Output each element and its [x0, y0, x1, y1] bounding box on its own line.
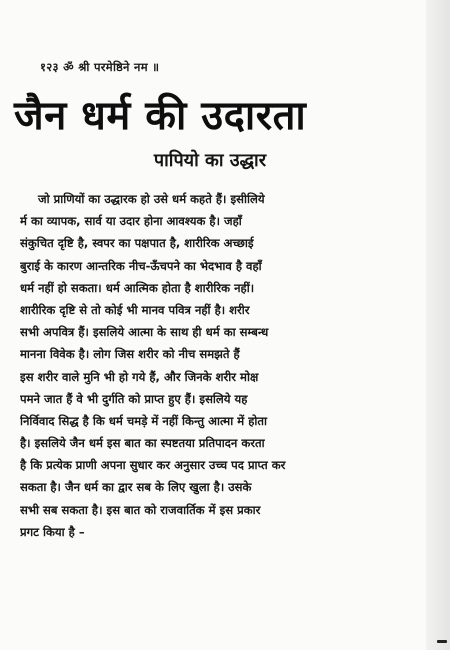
body-line: सभी अपवित्र हैं। इसलिये आत्मा के साथ ही धर्म का सम्बन्ध — [20, 325, 269, 340]
body-line: शारीरिक दृष्टि से तो कोई भी मानव पवित्र नहीं है। शरीर — [20, 302, 250, 317]
page-title: जैन धर्म की उदारता — [14, 93, 307, 139]
body-line: इस शरीर वाले मुनि भी हो गये हैं, और जिनके शरीर मोक्ष — [20, 369, 259, 384]
body-line: है। इसलिये जैन धर्म इस बात का स्पष्टतया प्रतिपादन करता — [20, 436, 265, 451]
body-line: सभी सब सकता है। इस बात को राजवार्तिक में इस प्रकार — [20, 502, 261, 517]
page-edge-shadow — [426, 0, 450, 650]
body-line: प्रगट किया है – — [20, 524, 85, 539]
body-line: धर्म नहीं हो सकता। धर्म आत्मिक होता है शारीरिक नहीं। — [20, 280, 255, 295]
body-line: पमने जात हैं वे भी दुर्गति को प्राप्त हुए हैं। इसलिये यह — [20, 391, 248, 406]
body-line: सकता है। जैन धर्म का द्वार सब के लिए खुला है। उसके — [20, 480, 252, 495]
body-line: बुराई के कारण आन्तरिक नीच-ऊँचपने का भेदभाव है वहाँ — [20, 258, 262, 273]
body-line: है कि प्रत्येक प्राणी अपना सुधार कर अनुसार उच्च पद प्राप्त कर — [20, 458, 286, 473]
section-subtitle: पापियो का उद्धार — [153, 150, 267, 171]
body-line: निर्विवाद सिद्ध है कि धर्म चमड़े में नहीं किन्तु आत्मा में होता — [20, 413, 267, 428]
body-line: मानना विवेक है। लोग जिस शरीर को नीच समझते हैं — [20, 347, 240, 362]
body-line: र्म का व्यापक, सार्व या उदार होना आवश्यक है। जहाँ — [20, 214, 242, 229]
body-line: संकुचित दृष्टि है, स्वपर का पक्षपात है, शारीरिक अच्छाई — [20, 236, 254, 251]
body-line: जो प्राणियों का उद्धारक हो उसे धर्म कहते हैं। इसीलिये — [38, 192, 265, 206]
invocation-line: १२३ ॐ श्री परमेष्ठिने नम ॥ — [40, 60, 160, 74]
body-text — [20, 188, 422, 543]
corner-mark — [437, 640, 447, 643]
